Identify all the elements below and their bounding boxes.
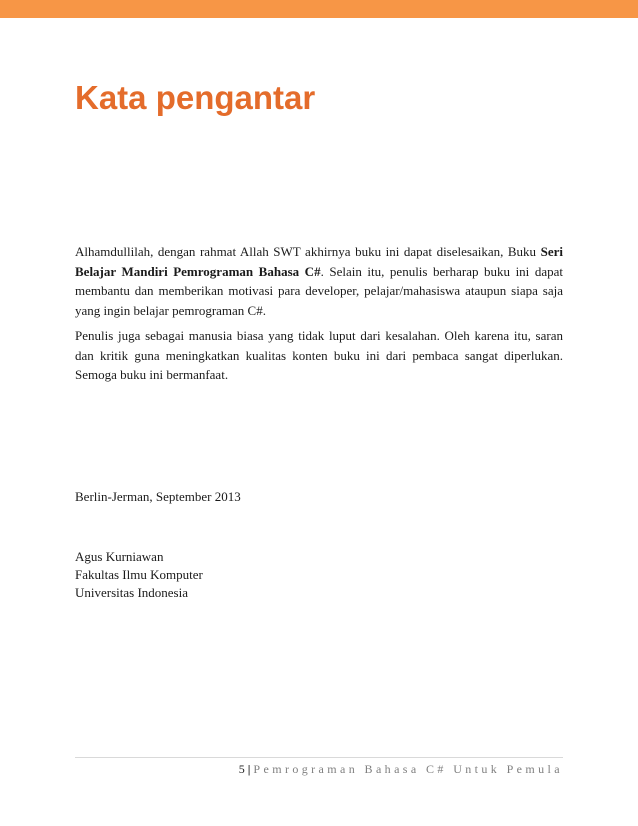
paragraph-1 bbox=[75, 242, 563, 320]
paragraph-2: Penulis juga sebagai manusia biasa yang tidak luput dari kesalahan. Oleh karena itu, saran dan kritik guna meningkatkan kualitas konten buku ini dari pembaca sangat diperlukan. Semoga buku ini bermanfaat. bbox=[75, 328, 563, 382]
footer-separator: | bbox=[247, 762, 251, 776]
book-series-title: Seri Belajar Mandiri Pemrograman Bahasa C# bbox=[75, 244, 563, 279]
footer-book-title: Pemrograman Bahasa C# Untuk Pemula bbox=[253, 762, 563, 776]
header-accent-bar bbox=[0, 0, 638, 18]
author-faculty: Fakultas Ilmu Komputer bbox=[75, 567, 203, 582]
paragraph-1-start: Alhamdullilah, dengan rahmat Allah SWT akhirnya buku ini dapat diselesaikan, Buku bbox=[75, 244, 541, 259]
page-number: 5 bbox=[238, 762, 245, 776]
footer-divider bbox=[75, 757, 563, 758]
author-name: Agus Kurniawan bbox=[75, 549, 164, 564]
author-university: Universitas Indonesia bbox=[75, 585, 189, 600]
place-date: Berlin-Jerman, September 2013 bbox=[75, 489, 241, 504]
page-footer bbox=[239, 760, 563, 778]
page-title: Kata pengantar bbox=[75, 79, 316, 116]
paragraph-1-end: . Selain itu, penulis berharap buku ini dapat membantu dan memberikan motivasi para developer, pelajar/mahasiswa ataupun siapa saja yang ingin belajar pemrograman C#. bbox=[75, 263, 563, 318]
